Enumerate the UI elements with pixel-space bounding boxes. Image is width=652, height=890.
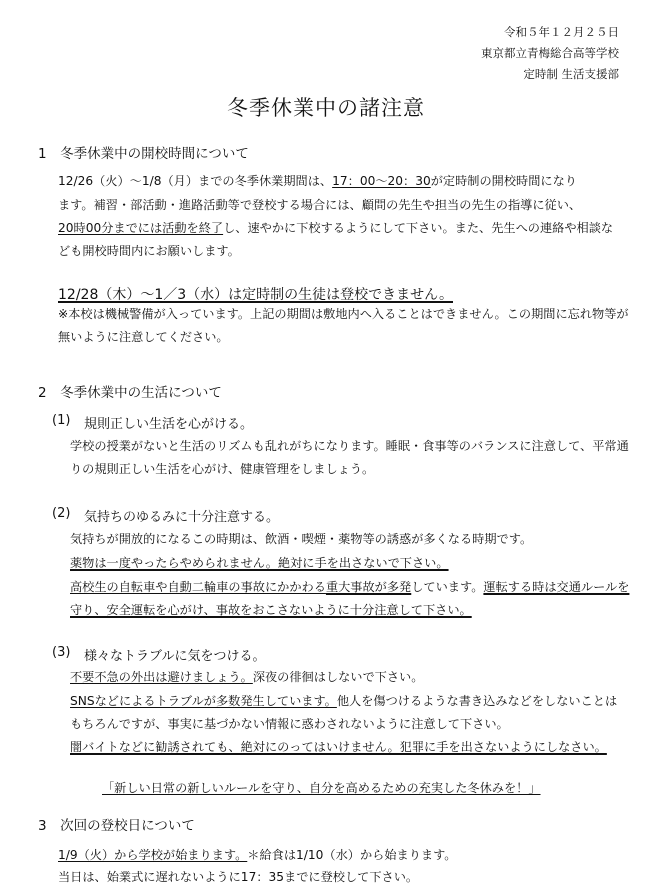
section1-heading: 1 冬季休業中の開校時間について	[38, 146, 249, 162]
text: 1/9（火）から学校が始まります。	[58, 848, 248, 862]
section3-heading: 3 次回の登校日について	[38, 818, 195, 834]
text: 重大事故が多発	[325, 580, 412, 594]
text: 12/26（火）～1/8（月）までの冬季休業期間は、	[58, 174, 333, 188]
slogan: 「新しい日常の新しいルールを守り、自分を高めるための充実した冬休みを！」	[102, 781, 541, 795]
item2-line2: 薬物は一度やったらやめられません。絶対に手を出さないで下さい。	[70, 556, 449, 570]
text: 高校生の自転車や自動二輪車の事故にかかわる	[70, 580, 326, 594]
item1-line2: りの規則正しい生活を心がけ、健康管理をしましょう。	[70, 462, 375, 476]
item2-title: 気持ちのゆるみに十分注意する。	[84, 510, 280, 525]
header-date: 令和５年１２月２５日	[504, 25, 619, 39]
item2-number: (2)	[52, 506, 71, 521]
text: ＊給食は1/10（水）から始まります。	[247, 848, 457, 862]
item2-line4: 守り、安全運転を心がけ、事故をおこさないように十分注意して下さい。	[70, 603, 472, 617]
text: し、速やかに下校するようにして下さい。また、先生への連絡や相談な	[223, 221, 614, 235]
section1-para-line4: ども開校時間内にお願いします。	[58, 244, 240, 258]
section3-line2: 当日は、始業式に遅れないように17：35までに登校して下さい。	[58, 870, 419, 884]
activity-end-time: 20時00分までには活動を終了	[58, 221, 224, 235]
item1-number: (1)	[52, 413, 71, 428]
item1-line1: 学校の授業がないと生活のリズムも乱れがちになります。睡眠・食事等のバランスに注意して、平常通	[70, 439, 629, 453]
text: 他人を傷つけるような書き込みなどをしないことは	[336, 694, 618, 708]
section1-para-line1	[58, 172, 577, 189]
closed-period-notice: 12/28（木）～1／3（水）は定時制の生徒は登校できません。	[58, 287, 453, 303]
item2-line1: 気持ちが開放的になるこの時期は、飲酒・喫煙・薬物等の誘惑が多くなる時期です。	[70, 532, 533, 546]
text: 深夜の徘徊はしないで下さい。	[252, 670, 424, 684]
text: 運転する時は交通ルールを	[483, 580, 630, 594]
item3-line2	[70, 692, 617, 709]
security-note-line1: ※本校は機械警備が入っています。上記の期間は敷地内へ入ることはできません。この期間に忘れ物等が	[58, 307, 629, 321]
item3-line3: もちろんですが、事実に基づかない情報に惑わされないように注意して下さい。	[70, 717, 509, 731]
text: しています。	[411, 580, 484, 594]
page-title: 冬季休業中の諸注意	[227, 96, 425, 120]
item3-number: (3)	[52, 645, 71, 660]
section1-para-line3	[58, 219, 613, 236]
section3-line1	[58, 846, 456, 863]
section1-para-line2: ます。補習・部活動・進路活動等で登校する場合には、顧問の先生や担当の先生の指導に従い、	[58, 198, 582, 212]
header-school: 東京都立青梅総合高等学校	[481, 46, 619, 60]
item2-line3	[70, 578, 629, 595]
text: SNSなどによるトラブルが多数発生しています。	[70, 694, 337, 708]
header-dept: 定時制 生活支援部	[523, 67, 619, 81]
security-note-line2: 無いように注意してください。	[58, 330, 229, 344]
item1-title: 規則正しい生活を心がける。	[84, 417, 254, 432]
item3-line1	[70, 668, 423, 685]
section2-heading: 2 冬季休業中の生活について	[38, 385, 222, 401]
item3-line4: 闇バイトなどに勧誘されても、絶対にのってはいけません。犯罪に手を出さないようにしなさい。	[70, 740, 607, 754]
text: が定時制の開校時間になり	[430, 174, 577, 188]
open-hours: 17：00～20：30	[332, 174, 431, 188]
text: 不要不急の外出は避けましょう。	[70, 670, 253, 684]
item3-title: 様々なトラブルに気をつける。	[84, 649, 266, 664]
